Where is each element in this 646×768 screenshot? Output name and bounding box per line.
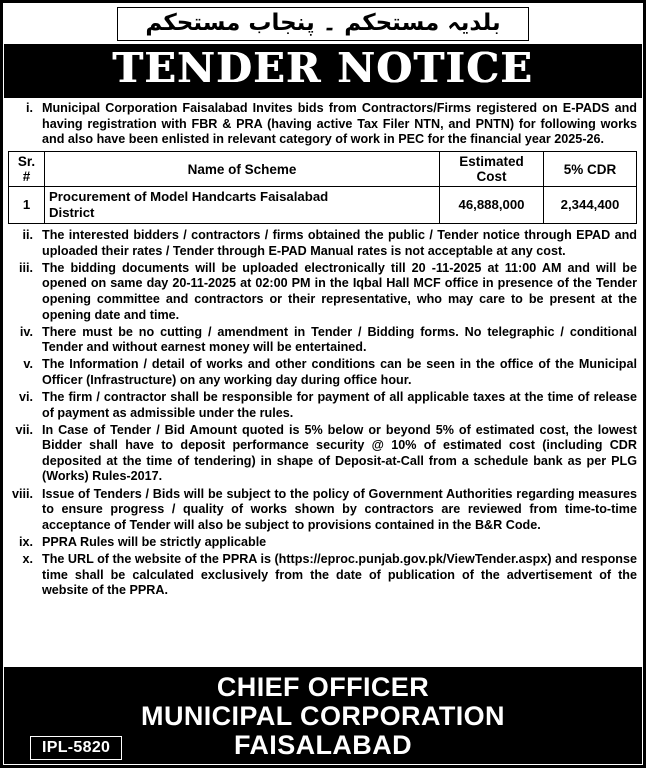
header-serial xyxy=(9,152,45,187)
clause-item xyxy=(8,357,637,388)
clause-marker: vi. xyxy=(18,389,33,404)
clause-text: The URL of the website of the PPRA is (https://eproc.punjab.gov.pk/ViewTender.aspx) and response time shall be calculated exclusively from the date of publication of the advertisement of the website of the PPRA. xyxy=(42,551,637,598)
header-estimated-cost-line2: Cost xyxy=(476,169,507,185)
clause-marker: ix. xyxy=(18,534,33,549)
footer-city: FAISALABAD xyxy=(234,730,412,760)
cell-estimated-cost: 46,888,000 xyxy=(440,187,544,224)
header-name-of-scheme: Name of Scheme xyxy=(45,152,440,187)
clause-text: There must be no cutting / amendment in Tender / Bidding forms. No telegraphic / conditional Tender and without earnest money will be entertained. xyxy=(42,324,637,355)
header-serial-line1: Sr. xyxy=(17,154,36,170)
cell-scheme-name-line2: District xyxy=(49,205,95,221)
tender-notice-banner xyxy=(4,44,642,98)
footer-designation: CHIEF OFFICER xyxy=(216,672,430,702)
scheme-table xyxy=(8,151,637,224)
clause-text: The interested bidders / contractors / firms obtained the public / Tender notice through EPAD and uploaded their rates / Tender through E-PAD Manual rates is not acceptable at any cost. xyxy=(42,228,637,258)
clause-item xyxy=(8,487,637,534)
clause-list-part-two xyxy=(8,228,637,599)
clause-marker: vii. xyxy=(15,422,33,437)
clause-text: In Case of Tender / Bid Amount quoted is 5% below or beyond 5% of estimated cost, the lowest Bidder shall have to deposit performance security @ 10% of estimated cost (including CDR deposited at the time of tendering) in shape of Deposit-at-Call from a schedule bank as per PLG (Works) Rules-2017. xyxy=(42,422,637,484)
clause-marker: viii. xyxy=(12,486,33,501)
clause-item xyxy=(8,535,637,551)
clause-text: Issue of Tenders / Bids will be subject to the policy of Government Authorities regarding measures to ensure progress / quality of works shown by contractors are reviewed from time-to-time acceptance of Tender will also be subject to provisions contained in the B&R Code. xyxy=(42,486,637,532)
urdu-slogan-text: بلدیہ مستحکم ۔ پنجاب مستحکم xyxy=(145,10,501,36)
clause-text: The Information / detail of works and other conditions can be seen in the office of the Municipal Officer (Infrastructure) on any working day during office hour. xyxy=(42,357,637,387)
clause-item xyxy=(8,423,637,485)
advertisement-reference-box: IPL-5820 xyxy=(30,736,122,760)
notice-body xyxy=(3,98,643,667)
cell-scheme-name xyxy=(45,187,440,224)
header-cdr: 5% CDR xyxy=(544,152,637,187)
clause-item xyxy=(8,101,637,148)
footer-organisation: MUNICIPAL CORPORATION xyxy=(141,701,505,731)
cell-scheme-name-line1: Procurement of Model Handcarts Faisalabad xyxy=(49,189,329,205)
clause-marker: iii. xyxy=(19,260,33,275)
signature-footer xyxy=(4,667,642,764)
clause-list-part-one xyxy=(8,101,637,148)
urdu-header-band xyxy=(3,3,643,44)
cell-cdr: 2,344,400 xyxy=(544,187,637,224)
table-header-row xyxy=(9,152,637,187)
clause-marker: i. xyxy=(26,101,33,116)
clause-marker: x. xyxy=(22,551,33,566)
clause-text: Municipal Corporation Faisalabad Invites bids from Contractors/Firms registered on E-PADS and having registration with FBR & PRA (having active Tax Filer NTN, and PNTN) for following works and also have been enlisted in relevant category of work in PEC for the financial year 2025-26. xyxy=(42,101,637,147)
clause-text: The firm / contractor shall be responsible for payment of all applicable taxes at the time of release of payment as admissible under the rules. xyxy=(42,389,637,420)
urdu-slogan-box xyxy=(117,7,529,41)
header-serial-line2: # xyxy=(22,169,31,185)
cell-serial: 1 xyxy=(9,187,45,224)
clause-text: The bidding documents will be uploaded electronically till 20 -11-2025 at 11:00 AM and will be opened on same day 20-11-2025 at 02:00 PM in the Iqbal Hall MCF office in presence of the Tender opening committee and contractors or their representative, who may care to be present at the opening date and time. xyxy=(42,260,637,322)
clause-text: PPRA Rules will be strictly applicable xyxy=(42,534,267,549)
clause-item xyxy=(8,552,637,599)
clause-item xyxy=(8,325,637,356)
clause-item xyxy=(8,261,637,323)
clause-marker: iv. xyxy=(19,324,33,339)
table-row xyxy=(9,187,637,224)
banner-title: TENDER NOTICE xyxy=(112,44,534,93)
header-estimated-cost-line1: Estimated xyxy=(459,154,524,170)
clause-marker: ii. xyxy=(22,228,33,243)
clause-marker: v. xyxy=(23,357,33,372)
clause-item xyxy=(8,228,637,259)
header-estimated-cost xyxy=(440,152,544,187)
clause-item xyxy=(8,390,637,421)
